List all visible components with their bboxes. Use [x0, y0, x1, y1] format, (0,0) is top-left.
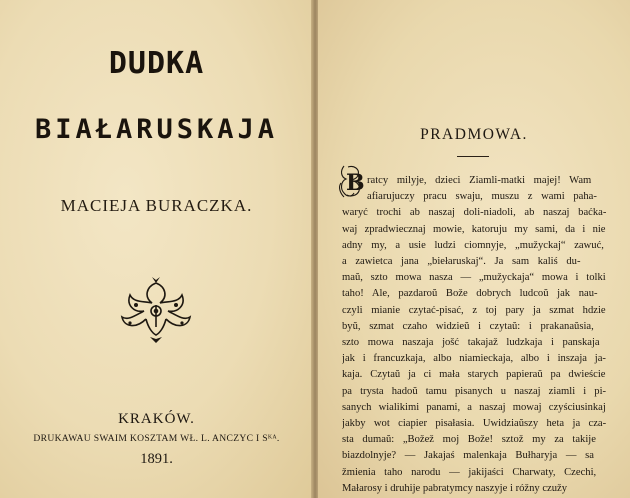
preface-line: byŭ, szmat czaho widzieŭ i czytaŭ: i prakanaŭsia, — [342, 320, 594, 332]
preface-text — [342, 173, 606, 497]
preface-heading: PRADMOWA. — [420, 126, 528, 143]
book-title: DUDKA — [108, 46, 205, 81]
preface-line: afiarujuczy pracu swaju, muszu z wami paha- — [367, 191, 597, 203]
preface-line: czyli mianie czytać-pisać, z toj pary ja szmat hdzie — [342, 304, 606, 316]
imprint-place: KRAKÓW. — [118, 411, 195, 427]
preface-line: waj zpradwiecznaj mowie, katoruju my sami, da i nie — [342, 223, 606, 235]
preface-line: adny my, a usie ludzi ciomnyje, „mužyckaj“ zawuć, — [342, 239, 604, 251]
imprint-printer: DRUKAWAU SWAIM KOSZTAM WŁ. L. ANCZYC I Sᴷᴬ. — [33, 433, 280, 444]
preface-page — [318, 0, 630, 498]
preface-line: jakby wot ciapier pisałasia. Uwidziaŭszy heta ja cza- — [342, 418, 606, 430]
preface-line: sanych wialikimi panami, a naszaj mowaj czyściusinkaj — [342, 401, 606, 413]
preface-line: Małarosy i druhije pabratymcy naszyje i róžny czužy — [342, 482, 568, 494]
book-subtitle: BIAŁARUSKAJA — [34, 114, 279, 145]
heading-rule — [457, 156, 489, 157]
preface-line: maŭ, szto mowa nasza — „mužyckaja“ mowa i tolki — [342, 272, 606, 284]
preface-line: žmienia taho narodu — jakijaści Charwaty, Czechi, — [342, 466, 597, 478]
preface-line: szto mowa naszaja jošć takajaž ludzkaja i panskaja — [342, 337, 600, 349]
preface-line: taho! Ale, pazdaroŭ Bože dobrych ludcoŭ jak nau- — [342, 288, 598, 300]
preface-line: jak i francuzkaja, albo niamieckaja, albo i inszaja ja- — [342, 353, 606, 365]
title-page — [0, 0, 313, 498]
preface-line: sta dumaŭ: „Božež moj Bože! sztož my za takije — [342, 434, 596, 446]
preface-line: ratcy milyje, dzieci Ziamli-matki majej! Wam — [367, 175, 592, 186]
drop-cap-letter: B — [346, 170, 365, 196]
preface-line: kaja. Czytaŭ ja ci mała starych papieraŭ pa dwieście — [342, 369, 606, 381]
floral-ornament-icon — [116, 275, 196, 343]
imprint-year: 1891. — [140, 451, 173, 467]
preface-line: a zawietca jana „biełaruskaj“. Ja sam kaliś du- — [342, 256, 581, 268]
preface-line: waryć trochi ab naszaj doli-niadoli, ab naszaj baćka- — [342, 207, 606, 219]
preface-line: biazdolnyje? — Jakajaś malenkaja Bułharyja — sa — [342, 450, 594, 462]
author-line: MACIEJA BURACZKA. — [60, 196, 253, 215]
preface-line: pa trysta hadoŭ tamu pisanych u naszaj ziamli i pi- — [342, 385, 606, 397]
